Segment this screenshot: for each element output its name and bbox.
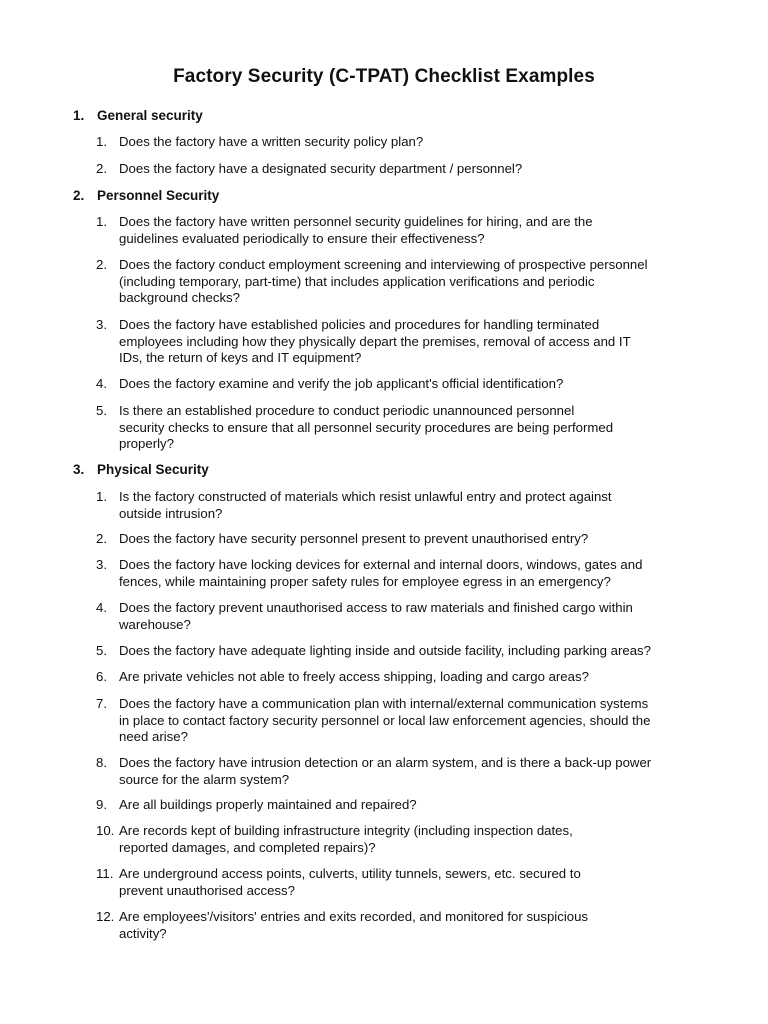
section-heading-general-security	[73, 108, 203, 123]
item-number: 5.	[96, 643, 107, 658]
item-text	[119, 866, 706, 899]
list-item	[96, 600, 706, 633]
item-line: IDs, the return of keys and IT equipment?	[119, 350, 362, 366]
section-title: General security	[97, 108, 203, 123]
list-item	[96, 643, 706, 660]
item-line: employees including how they physically depart the premises, removal of access and IT	[119, 333, 631, 349]
item-line: fences, while maintaining proper safety rules for employee egress in an emergency?	[119, 573, 611, 589]
item-number: 2.	[96, 531, 107, 546]
item-text	[119, 214, 706, 247]
list-item	[96, 257, 706, 307]
list-item	[96, 403, 706, 453]
list-item	[96, 866, 706, 899]
item-text	[119, 557, 706, 590]
item-line: Are employees'/visitors' entries and exits recorded, and monitored for suspicious	[119, 909, 589, 924]
item-text	[119, 531, 706, 548]
item-line: Does the factory conduct employment screening and interviewing of prospective personnel	[119, 257, 648, 272]
section-heading-personnel-security	[73, 188, 219, 203]
item-text	[119, 600, 706, 633]
item-number: 10.	[96, 823, 115, 838]
item-text	[119, 755, 706, 788]
list-item	[96, 214, 706, 247]
list-item	[96, 531, 706, 548]
list-item	[96, 161, 706, 178]
item-line: Does the factory have adequate lighting inside and outside facility, including parking areas?	[119, 643, 651, 658]
item-line: in place to contact factory security personnel or local law enforcement agencies, should the	[119, 712, 651, 728]
item-line: Are all buildings properly maintained and repaired?	[119, 797, 417, 812]
item-line: background checks?	[119, 290, 240, 306]
section-heading-physical-security	[73, 462, 209, 477]
item-number: 3.	[96, 317, 107, 332]
item-line: Does the factory have established policies and procedures for handling terminated	[119, 317, 600, 332]
item-number: 7.	[96, 696, 107, 711]
list-item	[96, 797, 706, 814]
item-line: reported damages, and completed repairs)?	[119, 839, 376, 855]
item-line: outside intrusion?	[119, 505, 223, 521]
item-number: 1.	[96, 489, 107, 504]
item-number: 2.	[96, 257, 107, 272]
item-number: 2.	[96, 161, 107, 176]
section-title: Personnel Security	[97, 188, 220, 203]
item-line: security checks to ensure that all personnel security procedures are being performed	[119, 419, 614, 435]
item-line: Does the factory have a communication plan with internal/external communication systems	[119, 696, 649, 711]
item-text	[119, 797, 706, 814]
item-line: Does the factory have intrusion detection or an alarm system, and is there a back-up power	[119, 755, 652, 770]
item-line: Does the factory examine and verify the job applicant's official identification?	[119, 376, 564, 391]
item-line: (including temporary, part-time) that includes application verifications and periodic	[119, 273, 595, 289]
list-item	[96, 823, 706, 856]
section-title: Physical Security	[97, 462, 209, 477]
item-line: prevent unauthorised access?	[119, 882, 295, 898]
item-line: Does the factory have security personnel present to prevent unauthorised entry?	[119, 531, 589, 546]
section-number: 1.	[73, 108, 85, 123]
list-item	[96, 134, 706, 151]
item-line: source for the alarm system?	[119, 771, 290, 787]
item-line: activity?	[119, 925, 167, 941]
list-item	[96, 696, 706, 746]
section-number: 3.	[73, 462, 85, 477]
item-text	[119, 823, 706, 856]
section-number: 2.	[73, 188, 85, 203]
list-item	[96, 669, 706, 686]
item-text	[119, 403, 706, 453]
item-number: 5.	[96, 403, 107, 418]
item-line: Are records kept of building infrastructure integrity (including inspection dates,	[119, 823, 573, 838]
list-item	[96, 557, 706, 590]
item-line: Does the factory have a designated security department / personnel?	[119, 161, 523, 176]
item-text	[119, 489, 706, 522]
list-item	[96, 909, 706, 942]
item-number: 4.	[96, 376, 107, 391]
item-text	[119, 161, 706, 178]
item-text	[119, 317, 706, 367]
item-number: 11.	[96, 866, 114, 881]
item-text	[119, 376, 706, 393]
item-number: 8.	[96, 755, 107, 770]
item-text	[119, 257, 706, 307]
item-line: Does the factory have written personnel security guidelines for hiring, and are the	[119, 214, 593, 229]
item-text	[119, 909, 706, 942]
page-title: Factory Security (C-TPAT) Checklist Examples	[173, 66, 595, 87]
item-line: guidelines evaluated periodically to ensure their effectiveness?	[119, 230, 485, 246]
item-text	[119, 643, 706, 660]
item-number: 12.	[96, 909, 115, 924]
list-item	[96, 755, 706, 788]
item-line: Is the factory constructed of materials which resist unlawful entry and protect against	[119, 489, 612, 504]
item-line: Does the factory prevent unauthorised access to raw materials and finished cargo within	[119, 600, 633, 615]
item-number: 4.	[96, 600, 107, 615]
list-item	[96, 376, 706, 393]
list-item	[96, 489, 706, 522]
item-line: properly?	[119, 436, 174, 452]
item-number: 6.	[96, 669, 107, 684]
item-number: 1.	[96, 214, 107, 229]
item-line: Are underground access points, culverts, utility tunnels, sewers, etc. secured to	[119, 866, 581, 881]
item-number: 3.	[96, 557, 107, 572]
item-number: 1.	[96, 134, 107, 149]
list-item	[96, 317, 706, 367]
item-text	[119, 696, 706, 746]
item-text	[119, 134, 706, 151]
item-line: warehouse?	[119, 616, 191, 632]
item-line: need arise?	[119, 729, 188, 745]
item-line: Is there an established procedure to conduct periodic unannounced personnel	[119, 403, 575, 418]
item-line: Does the factory have locking devices for external and internal doors, windows, gates and	[119, 557, 643, 572]
item-text	[119, 669, 706, 686]
item-line: Are private vehicles not able to freely access shipping, loading and cargo areas?	[119, 669, 589, 684]
item-number: 9.	[96, 797, 107, 812]
item-line: Does the factory have a written security policy plan?	[119, 134, 424, 149]
